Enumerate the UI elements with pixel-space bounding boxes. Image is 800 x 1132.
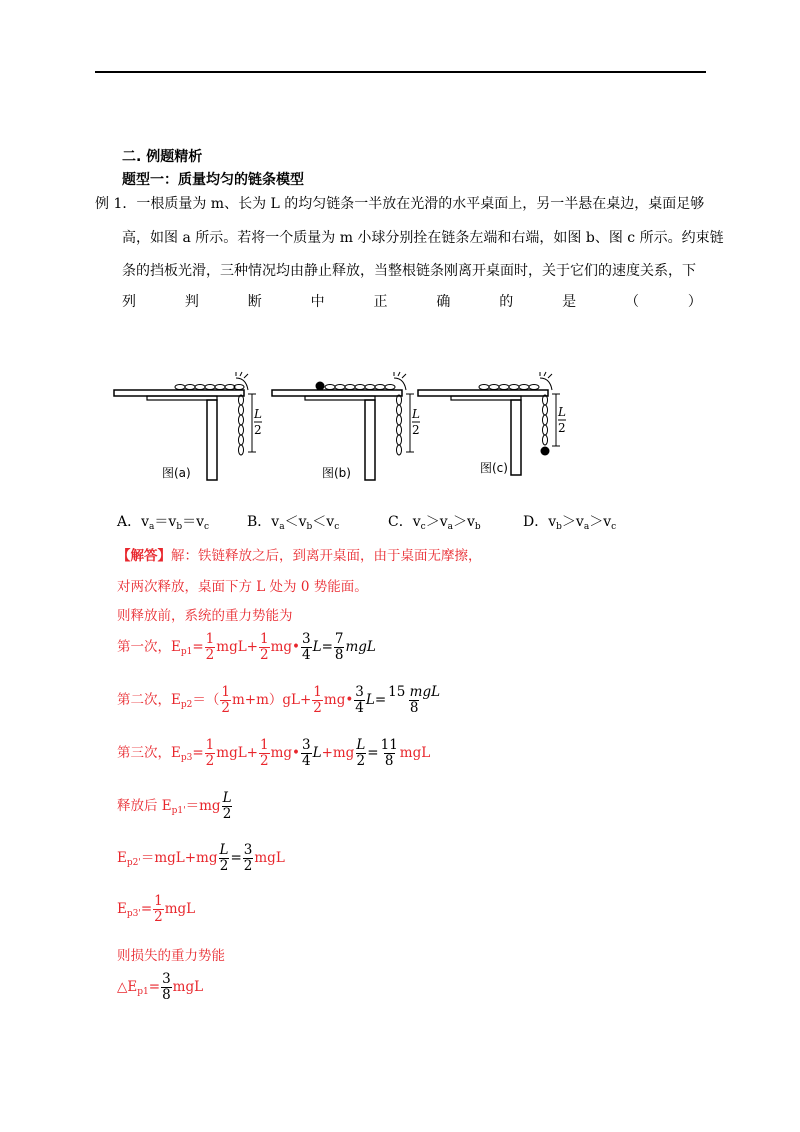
eq-delta: $\triangle E_{p1}=$ $\frac{3}{8}$ mgL xyxy=(117,971,204,1003)
option-b[interactable]: B．$v_a<v_b<v_c$ xyxy=(247,514,340,532)
figure-b-label: 图(b) xyxy=(322,466,351,480)
option-d[interactable]: D．$v_b>v_a>v_c$ xyxy=(523,514,617,532)
chain-figures xyxy=(112,370,572,485)
solution-loss-text: 则损失的重力势能 xyxy=(117,948,225,964)
eq-after-3: $E_{p3'}=$ $\frac{1}{2}$ mgL xyxy=(117,893,196,925)
solution-line-2: 对两次释放，桌面下方 L 处为 0 势能面。 xyxy=(117,579,368,595)
two-label: 2 xyxy=(412,423,420,437)
answer-paren-open: （ xyxy=(625,294,639,310)
word: 正 xyxy=(373,294,388,310)
word: 列 xyxy=(122,294,136,310)
ball xyxy=(541,447,550,456)
option-c[interactable]: C．$v_c>v_a>v_b$ xyxy=(388,514,481,532)
eq-first: 第一次，$E_{p1}=$ $\frac{1}{2}$ mgL+ $\frac{1}{2}$ mg• $\frac{3}{4}$ L= $\frac{7}{8}$ mgL xyxy=(117,631,376,663)
figure-a xyxy=(114,372,262,480)
eq-second: 第二次，$E_{p2}=$（ $\frac{1}{2}$ m+m）gL+ $\frac{1}{2}$ mg• $\frac{3}{4}$ L= $\frac{\text{15 mgL}}{8}$ xyxy=(117,684,441,716)
problem-line-2: 高，如图 a 所示。若将一个质量为 m 小球分别拴在链条左端和右端，如图 b、图 c 所示。约束链 xyxy=(122,230,724,246)
ball xyxy=(316,382,325,391)
l-label: L xyxy=(412,407,420,421)
figure-b xyxy=(272,372,420,480)
solution-intro: 【解答】解：铁链释放之后，到离开桌面，由于桌面无摩擦， xyxy=(117,548,482,564)
header-rule xyxy=(95,71,706,73)
answer-paren-close: ） xyxy=(687,294,702,310)
figure-c-label: 图(c) xyxy=(480,461,508,475)
eq-third: 第三次，$E_{p3}=$ $\frac{1}{2}$ mgL+ $\frac{1}{2}$ mg• $\frac{3}{4}$ L+mg $\frac{L}{2}$ = $\frac{11}{8}$ mgL xyxy=(117,737,431,769)
eq-after-2: $E_{p2'}=mgL+mg$ $\frac{L}{2}$ = $\frac{3}{2}$ mgL xyxy=(117,842,285,874)
topic-title: 题型一：质量均匀的链条模型 xyxy=(122,172,304,188)
word: 确 xyxy=(436,294,451,310)
word: 中 xyxy=(310,294,325,310)
word: 断 xyxy=(247,294,262,310)
problem-line-1: 例 1．一根质量为 m、长为 L 的均匀链条一半放在光滑的水平桌面上，另一半悬在桌边，桌面足够 xyxy=(95,196,705,212)
word: 判 xyxy=(184,294,199,310)
figure-a-label: 图(a) xyxy=(162,466,191,480)
problem-line-4 xyxy=(122,292,702,312)
figure-c xyxy=(418,372,566,475)
l-label: L xyxy=(558,405,566,419)
problem-line-3: 条的挡板光滑，三种情况均由静止释放，当整根链条刚离开桌面时，关于它们的速度关系，下 xyxy=(122,263,696,279)
l-label: L xyxy=(254,407,262,421)
eq-after-1: 释放后 $E_{p1'}=mg$ $\frac{L}{2}$ xyxy=(117,790,232,822)
word: 是 xyxy=(562,294,577,310)
two-label: 2 xyxy=(558,421,566,435)
option-a[interactable]: A．$v_a=v_b=v_c$ xyxy=(117,514,210,532)
section-title: 二. 例题精析 xyxy=(122,149,203,165)
table-top xyxy=(114,390,244,396)
table-leg xyxy=(207,400,217,480)
word: 的 xyxy=(499,294,514,310)
two-label: 2 xyxy=(254,423,262,437)
solution-line-3: 则释放前，系统的重力势能为 xyxy=(117,608,293,624)
